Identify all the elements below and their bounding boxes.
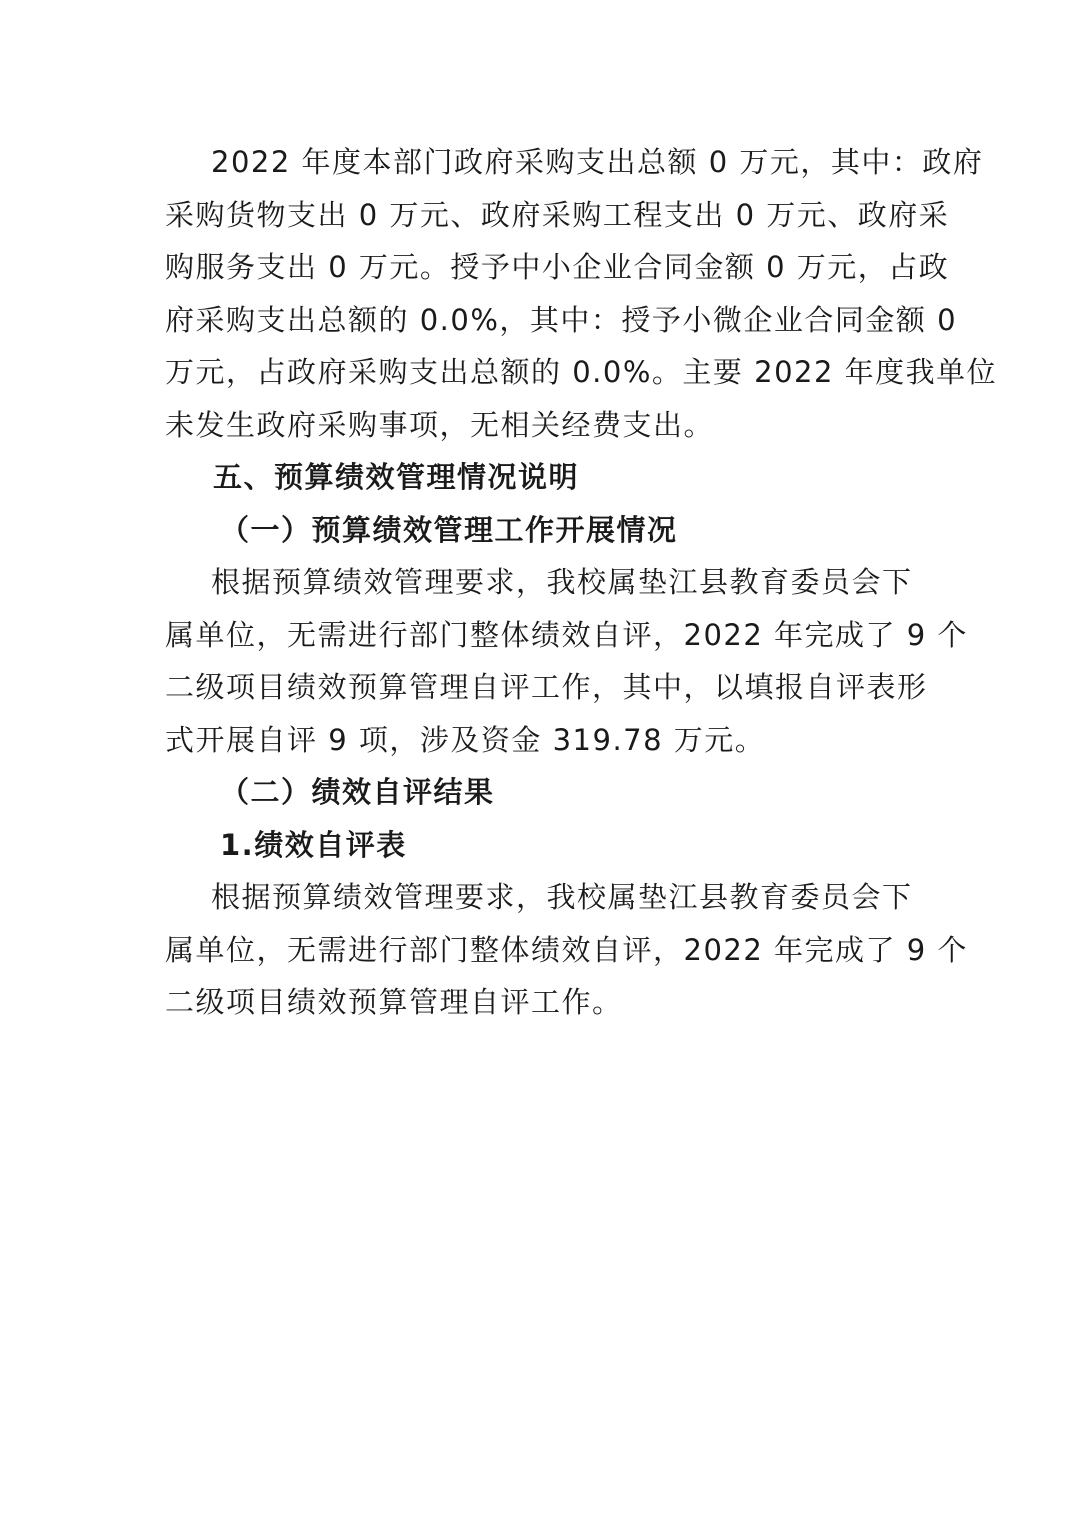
self-evaluation-paragraph [165, 871, 968, 1029]
document-body [165, 136, 998, 1029]
subsection-heading: （一）预算绩效管理工作开展情况 [220, 512, 678, 547]
paragraph-line: 购服务支出 0 万元。授予中小企业合同金额 0 万元，占政 [165, 250, 950, 284]
paragraph-line: 二级项目绩效预算管理自评工作，其中，以填报自评表形 [165, 670, 928, 704]
paragraph-line: 属单位，无需进行部门整体绩效自评，2022 年完成了 9 个 [165, 617, 968, 652]
section-heading: 五、预算绩效管理情况说明 [213, 460, 580, 494]
paragraph-line: 属单位，无需进行部门整体绩效自评，2022 年完成了 9 个 [165, 932, 968, 967]
procurement-paragraph [165, 136, 998, 451]
paragraph-line: 根据预算绩效管理要求，我校属垫江县教育委员会下 [211, 880, 913, 914]
paragraph-line: 采购货物支出 0 万元、政府采购工程支出 0 万元、政府采 [165, 197, 950, 232]
sub-subsection-heading: 1.绩效自评表 [220, 827, 407, 862]
paragraph-line: 2022 年度本部门政府采购支出总额 0 万元，其中：政府 [211, 145, 984, 179]
paragraph-line: 根据预算绩效管理要求，我校属垫江县教育委员会下 [211, 565, 913, 599]
paragraph-line: 未发生政府采购事项，无相关经费支出。 [165, 407, 715, 442]
performance-work-paragraph [165, 556, 968, 766]
paragraph-line: 万元，占政府采购支出总额的 0.0%。主要 2022 年度我单位 [165, 355, 998, 389]
paragraph-line: 二级项目绩效预算管理自评工作。 [165, 985, 623, 1019]
paragraph-line: 式开展自评 9 项，涉及资金 319.78 万元。 [165, 722, 766, 757]
paragraph-line: 府采购支出总额的 0.0%，其中：授予小微企业合同金额 0 [165, 302, 958, 337]
subsection-heading: （二）绩效自评结果 [220, 775, 495, 809]
